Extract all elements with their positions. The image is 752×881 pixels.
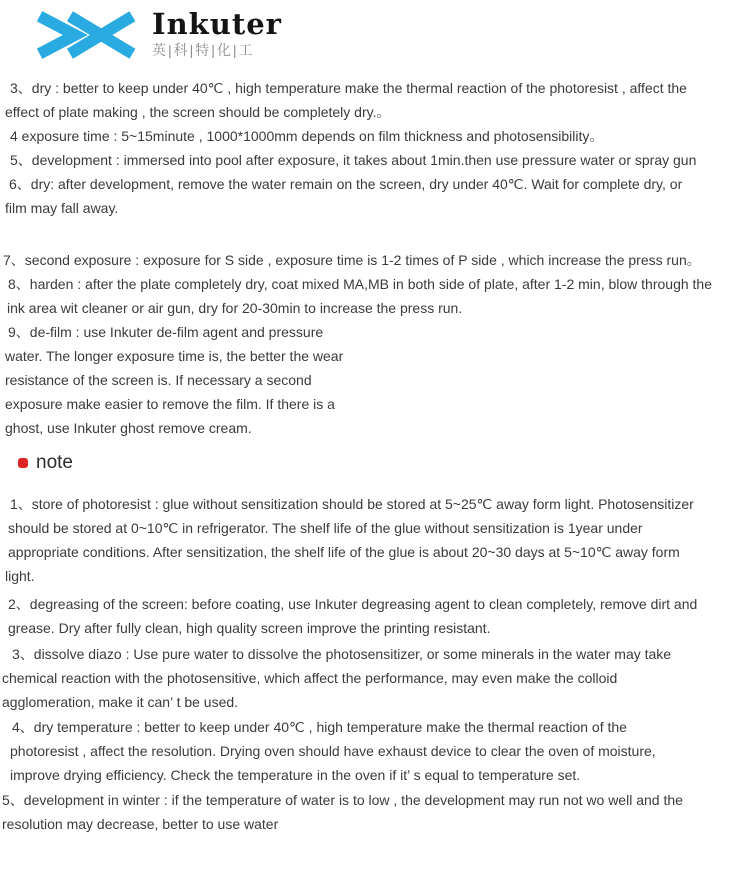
text-line: agglomeration, make it can’ t be used. bbox=[2, 694, 239, 710]
text-line: film may fall away. bbox=[5, 200, 119, 216]
note-heading-label: note bbox=[36, 452, 73, 473]
text-line: ink area wit cleaner or air gun, dry for 20-30min to increase the press run. bbox=[7, 300, 463, 316]
red-square-bullet-icon bbox=[18, 458, 28, 468]
text-line: 3、dry : better to keep under 40℃ , high temperature make the thermal reaction of the photoresist , affect the bbox=[10, 80, 687, 96]
text-line: water. The longer exposure time is, the better the wear bbox=[5, 348, 344, 364]
text-line: effect of plate making , the screen should be completely dry.。 bbox=[5, 104, 391, 120]
text-line: improve drying efficiency. Check the temperature in the oven if it’ s equal to temperature set. bbox=[10, 767, 581, 783]
text-line: 6、dry: after development, remove the water remain on the screen, dry under 40℃. Wait for complete dry, or bbox=[9, 176, 683, 192]
text-line: resistance of the screen is. If necessary a second bbox=[5, 372, 312, 388]
text-line: exposure make easier to remove the film. If there is a bbox=[5, 396, 335, 412]
text-line: chemical reaction with the photosensitive, which affect the performance, may even make the colloid bbox=[2, 670, 618, 686]
text-line: 3、dissolve diazo : Use pure water to dissolve the photosensitizer, or some minerals in the water may take bbox=[12, 646, 672, 662]
brand-chinese-name: 英|科|特|化|工 bbox=[152, 42, 255, 58]
inkuter-logo-icon bbox=[30, 10, 142, 60]
text-line: light. bbox=[5, 568, 35, 584]
note-section-heading bbox=[0, 450, 752, 476]
text-line: 4 exposure time : 5~15minute , 1000*1000mm depends on film thickness and photosensibility。 bbox=[10, 128, 604, 144]
instructions-steps-7-9 bbox=[0, 248, 752, 440]
instructions-steps-3-6 bbox=[0, 76, 752, 220]
note-items-1-5 bbox=[0, 492, 752, 836]
text-line: 1、store of photoresist : glue without sensitization should be stored at 5~25℃ away form light. Photosensitizer bbox=[10, 496, 694, 512]
text-line: 4、dry temperature : better to keep under 40℃ , high temperature make the thermal reaction of the bbox=[12, 719, 627, 735]
text-line: photoresist , affect the resolution. Drying oven should have exhaust device to clear the oven of moisture, bbox=[10, 743, 656, 759]
text-line: ghost, use Inkuter ghost remove cream. bbox=[5, 420, 252, 436]
text-line: 2、degreasing of the screen: before coating, use Inkuter degreasing agent to clean completely, remove dirt and bbox=[8, 596, 698, 612]
text-line: appropriate conditions. After sensitization, the shelf life of the glue is about 20~30 days at 5~10℃ away form bbox=[8, 544, 680, 560]
brand-text-block bbox=[152, 8, 282, 59]
text-line: 9、de-film : use Inkuter de-film agent and pressure bbox=[8, 324, 324, 340]
text-line: grease. Dry after fully clean, high quality screen improve the printing resistant. bbox=[8, 620, 491, 636]
text-line: 5、development : immersed into pool after exposure, it takes about 1min.then use pressure water or spray gun bbox=[10, 152, 697, 168]
text-line: 7、second exposure : exposure for S side , exposure time is 1-2 times of P side , which increase the press run。 bbox=[3, 252, 701, 268]
text-line: resolution may decrease, better to use water bbox=[2, 816, 279, 832]
brand-name: Inkuter bbox=[152, 7, 282, 41]
text-line: 5、development in winter : if the temperature of water is to low , the development may run not wo well and the bbox=[2, 792, 683, 808]
text-line: 8、harden : after the plate completely dry, coat mixed MA,MB in both side of plate, after 1-2 min, blow through the bbox=[8, 276, 712, 292]
text-line: should be stored at 0~10℃ in refrigerator. The shelf life of the glue without sensitization is 1year under bbox=[8, 520, 643, 536]
brand-header bbox=[0, 0, 752, 64]
